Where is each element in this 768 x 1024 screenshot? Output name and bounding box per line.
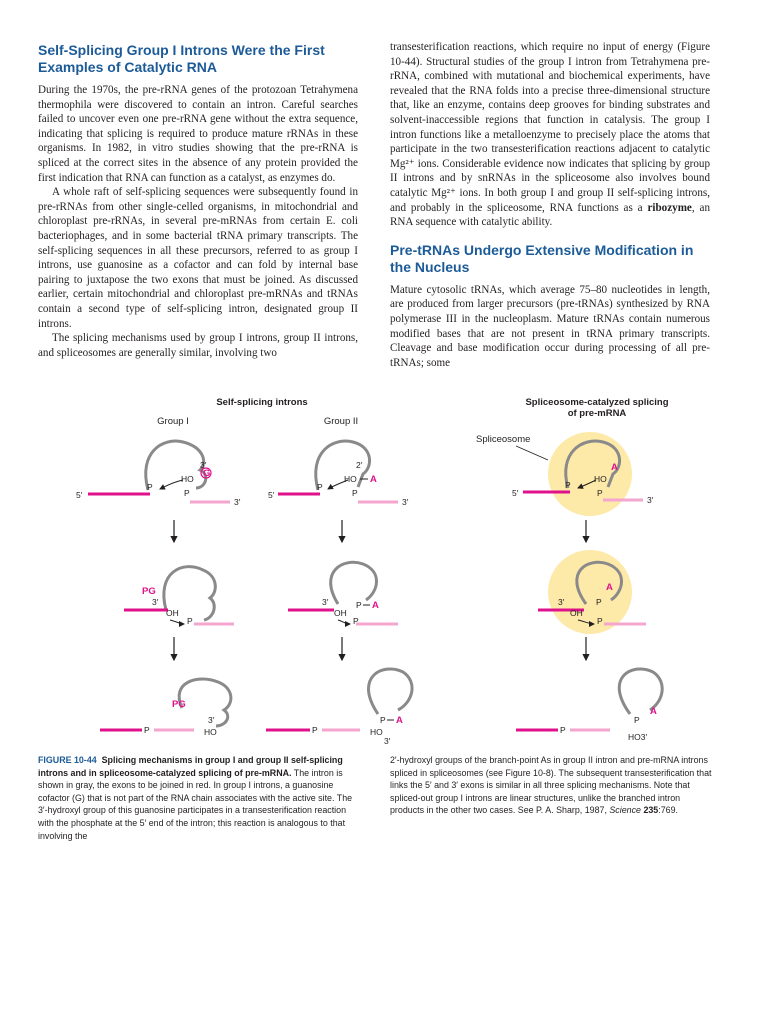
paragraph-text: , an RNA sequence with catalytic ability. — [390, 201, 710, 229]
label-p: P — [144, 725, 150, 735]
guanosine-attached: PG — [142, 586, 156, 597]
label-p: P — [312, 725, 318, 735]
section-heading-pre-trnas: Pre-tRNAs Undergo Extensive Modification in the Nucleus — [390, 241, 694, 275]
label-p: P — [184, 488, 190, 498]
label-3prime: 3′ — [402, 497, 409, 507]
label-3prime: 3′ — [322, 597, 329, 607]
branch-point-a: A — [372, 600, 379, 611]
label-3prime: 3′ — [200, 460, 207, 470]
group-i-step3 — [100, 679, 231, 737]
citation-journal: Science — [609, 805, 641, 816]
group-ii-step3 — [266, 669, 412, 746]
paragraph-text: transesterification reactions, which require no input of energy (Figure 10-44). Structural studies of the group I intron from Tetrahymena pre-rRNA, combined with mutational and biochemical experiments, have revealed that the RNA folds into a precise three-dimensional structure that, like an enzyme, contains deep grooves for binding substrates and solvent-inaccessible regions that function in catalysis. The group I intron functions like a metalloenzyme to precisely place the atoms that participate in the two transesterification reactions adjacent to catalytic Mg²⁺ ions. Considerable evidence now indicates that splicing by group II introns and by snRNAs in the spliceosome also involves bound catalytic Mg²⁺ ions. In both group I and group II self-splicing introns, and probably in the spliceosome, RNA functions as a — [390, 41, 710, 214]
title-self-splicing: Self-splicing introns — [216, 397, 308, 408]
group-i-step1 — [76, 441, 241, 507]
branch-point-a: A — [606, 582, 613, 593]
label-ho: HO — [344, 474, 357, 484]
spliceosome-step2 — [538, 550, 646, 634]
label-p: P — [634, 715, 640, 725]
title-spliceosome-2: of pre-mRNA — [567, 408, 627, 419]
group-i-step2 — [124, 567, 234, 626]
branch-point-a: A — [650, 706, 657, 717]
paragraph: A whole raft of self-splicing sequences were subsequently found in pre-rRNAs from other single-celled organisms, in mitochondrial and chloroplast pre-rRNAs, in several pre-mRNAs from certain E. coli bacteriophages, and in some bacterial tRNA primary transcripts. The self-splicing sequences in all these precursors, referred to as group I introns, use guanosine as a cofactor and can fold by internal base pairing to juxtapose the two exons that must be joined. As discussed earlier, certain mitochondrial and chloroplast pre-mRNAs and tRNAs contain a second type of self-splicing intron, designated group II introns. — [38, 186, 358, 330]
label-p: P — [356, 600, 362, 610]
ribozyme-term: ribozyme — [647, 201, 692, 214]
label-2prime: 2′ — [356, 460, 363, 470]
label-group-ii: Group II — [323, 416, 359, 427]
guanosine-cofactor: G — [203, 468, 211, 479]
label-ho3: HO3′ — [628, 732, 648, 742]
label-ho: HO — [370, 727, 383, 737]
section-heading-group-i-introns: Self-Splicing Group I Introns Were the First Examples of Catalytic RNA — [38, 42, 325, 75]
label-3prime: 3′ — [234, 497, 241, 507]
label-p: P — [565, 480, 571, 490]
label-oh: OH — [166, 608, 179, 618]
label-group-i: Group I — [157, 416, 189, 427]
branch-point-a: A — [611, 462, 618, 473]
label-5prime: 5′ — [76, 490, 83, 500]
label-3prime: 3′ — [558, 597, 565, 607]
label-p: P — [560, 725, 566, 735]
spliceosome-step1 — [476, 432, 654, 516]
label-p: P — [317, 482, 323, 492]
group-ii-step1 — [268, 441, 409, 507]
figure-caption-left — [38, 754, 360, 842]
title-spliceosome-1: Spliceosome-catalyzed splicing — [525, 397, 669, 408]
right-text-column — [390, 40, 710, 370]
label-5prime: 5′ — [268, 490, 275, 500]
group-ii-step2 — [288, 562, 398, 626]
paragraph — [390, 40, 710, 230]
label-ho: HO — [181, 474, 194, 484]
label-oh: OH — [570, 608, 583, 618]
citation-volume: 235 — [643, 805, 659, 816]
figure-10-44 — [38, 392, 728, 752]
label-3prime: 3′ — [152, 597, 159, 607]
figure-title: Splicing mechanisms in group I and group II self-splicing introns and in spliceosome-catalyzed splicing of pre-mRNA. — [38, 755, 343, 778]
branch-point-a: A — [396, 715, 403, 726]
label-3prime: 3′ — [647, 495, 654, 505]
label-p: P — [597, 616, 603, 626]
label-3prime: 3′ — [208, 715, 215, 725]
guanosine-attached: PG — [172, 699, 186, 710]
label-ho: HO — [594, 474, 607, 484]
citation-pages: :769. — [658, 805, 678, 816]
branch-point-a: A — [370, 474, 377, 485]
label-p: P — [353, 616, 359, 626]
figure-caption-right — [390, 754, 712, 817]
paragraph: During the 1970s, the pre-rRNA genes of the protozoan Tetrahymena thermophila were discovered to contain an intron. Careful searches failed to uncover even one pre-rRNA gene without the extra sequence, indicating that splicing is required to produce mature rRNAs in these organisms. In 1982, in vitro studies showing that the pre-rRNA is spliced at the correct sites in the absence of any protein provided the first indication that RNA can function as a catalyst, as enzymes do. — [38, 84, 358, 184]
paragraph: Mature cytosolic tRNAs, which average 75–80 nucleotides in length, are produced from larger precursors (pre-tRNAs) synthesized by RNA polymerase III in the nucleoplasm. Mature tRNAs contain numerous modified bases that are not present in tRNA primary transcripts. Cleavage and base modification occur during processing of all pre-tRNAs; some — [390, 283, 710, 369]
label-p: P — [352, 488, 358, 498]
label-oh: OH — [334, 608, 347, 618]
label-p: P — [597, 488, 603, 498]
step-arrows-1 — [174, 520, 586, 542]
label-ho: HO — [204, 727, 217, 737]
paragraph: The splicing mechanisms used by group I introns, group II introns, and spliceosomes are generally similar, involving two — [38, 332, 358, 359]
caption-text: The intron is shown in gray, the exons to be joined in red. In group I introns, a guanosine cofactor (G) that is not part of the RNA chain associates with the active site. The 3′-hydroxyl group of this guanosine participates in a transesterification reaction with the phosphate at the 5′ end of the intron; this reaction is analogous to that involving the — [38, 767, 353, 841]
label-p: P — [187, 616, 193, 626]
label-p: P — [596, 597, 602, 607]
spliceosome-step3 — [516, 669, 662, 742]
left-text-column — [38, 40, 358, 360]
splicing-diagram — [38, 392, 728, 752]
caption-text: 2′-hydroxyl groups of the branch-point As in group II intron and pre-mRNA introns spliced in spliceosomes (see Figure 10-8). The subsequent transesterification that links the 5′ and 3′ exons is similar in all three splicing mechanisms. Note that spliced-out group I introns are linear structures, unlike the branched intron products in the other two cases. See P. A. Sharp, 1987, — [390, 755, 712, 816]
step-arrows-2 — [174, 637, 586, 660]
figure-label: FIGURE 10-44 — [38, 755, 97, 765]
label-spliceosome: Spliceosome — [476, 434, 531, 445]
label-5prime: 5′ — [512, 488, 519, 498]
label-p: P — [147, 482, 153, 492]
label-3prime: 3′ — [384, 736, 391, 746]
label-p: P — [380, 715, 386, 725]
